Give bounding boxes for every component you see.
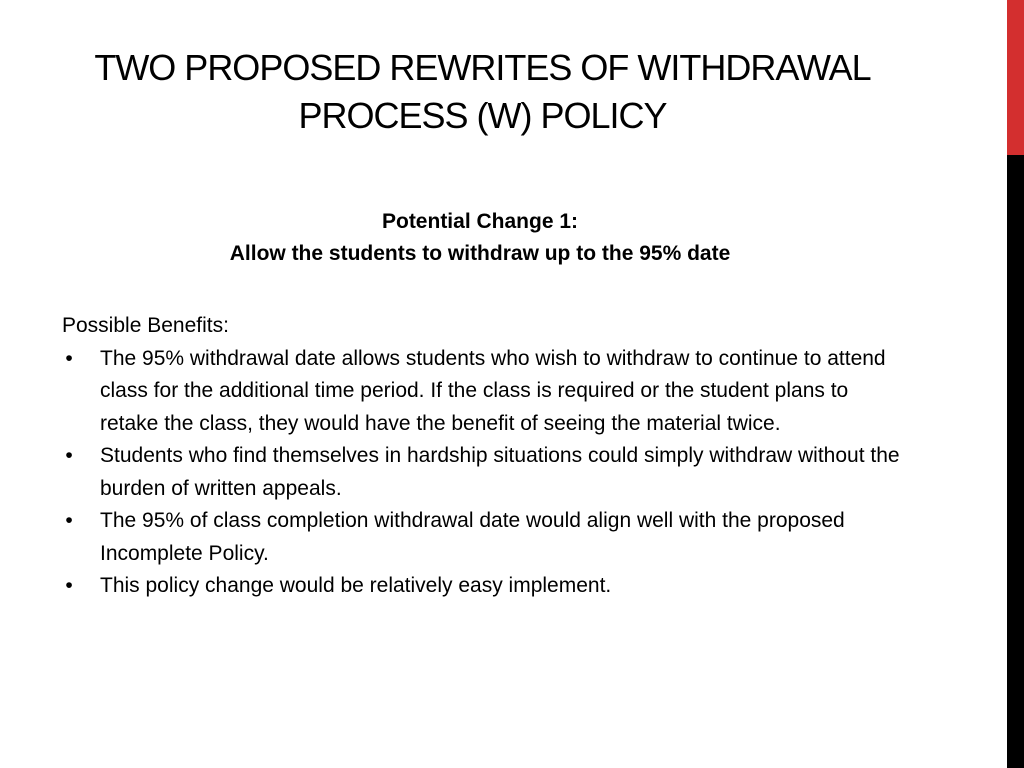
benefit-list [62, 343, 912, 603]
change-heading-block [60, 206, 900, 270]
benefit-text: The 95% of class completion withdrawal date would align well with the proposed Incomplete Policy. [100, 509, 845, 565]
change-heading: Potential Change 1: [381, 210, 579, 233]
benefit-item [62, 440, 912, 505]
benefit-text: Students who find themselves in hardship situations could simply withdraw without the burden of written appeals. [100, 444, 900, 500]
accent-bar [1007, 0, 1024, 768]
accent-bar-black [1007, 155, 1024, 768]
slide-title-line1: TWO PROPOSED REWRITES OF WITHDRAWAL [94, 47, 871, 88]
accent-bar-red [1007, 0, 1024, 155]
slide-title-line2: PROCESS (W) POLICY [298, 95, 667, 136]
change-description: Allow the students to withdraw up to the 95% date [229, 242, 731, 265]
bullet-icon: • [65, 509, 73, 532]
benefit-text: This policy change would be relatively easy implement. [100, 574, 612, 597]
bullet-icon: • [65, 346, 73, 370]
benefit-item [62, 343, 912, 441]
benefit-item [62, 570, 912, 603]
slide-title [40, 44, 925, 140]
benefit-text: The 95% withdrawal date allows students who wish to withdraw to continue to attend class for the additional time period. If the class is required or the student plans to retake the class, they would have the benefit of seeing the material twice. [100, 346, 886, 435]
benefits-section [62, 310, 912, 603]
benefits-heading: Possible Benefits: [62, 314, 229, 337]
bullet-icon: • [65, 444, 73, 467]
bullet-icon: • [65, 574, 73, 597]
benefit-item [62, 505, 912, 570]
